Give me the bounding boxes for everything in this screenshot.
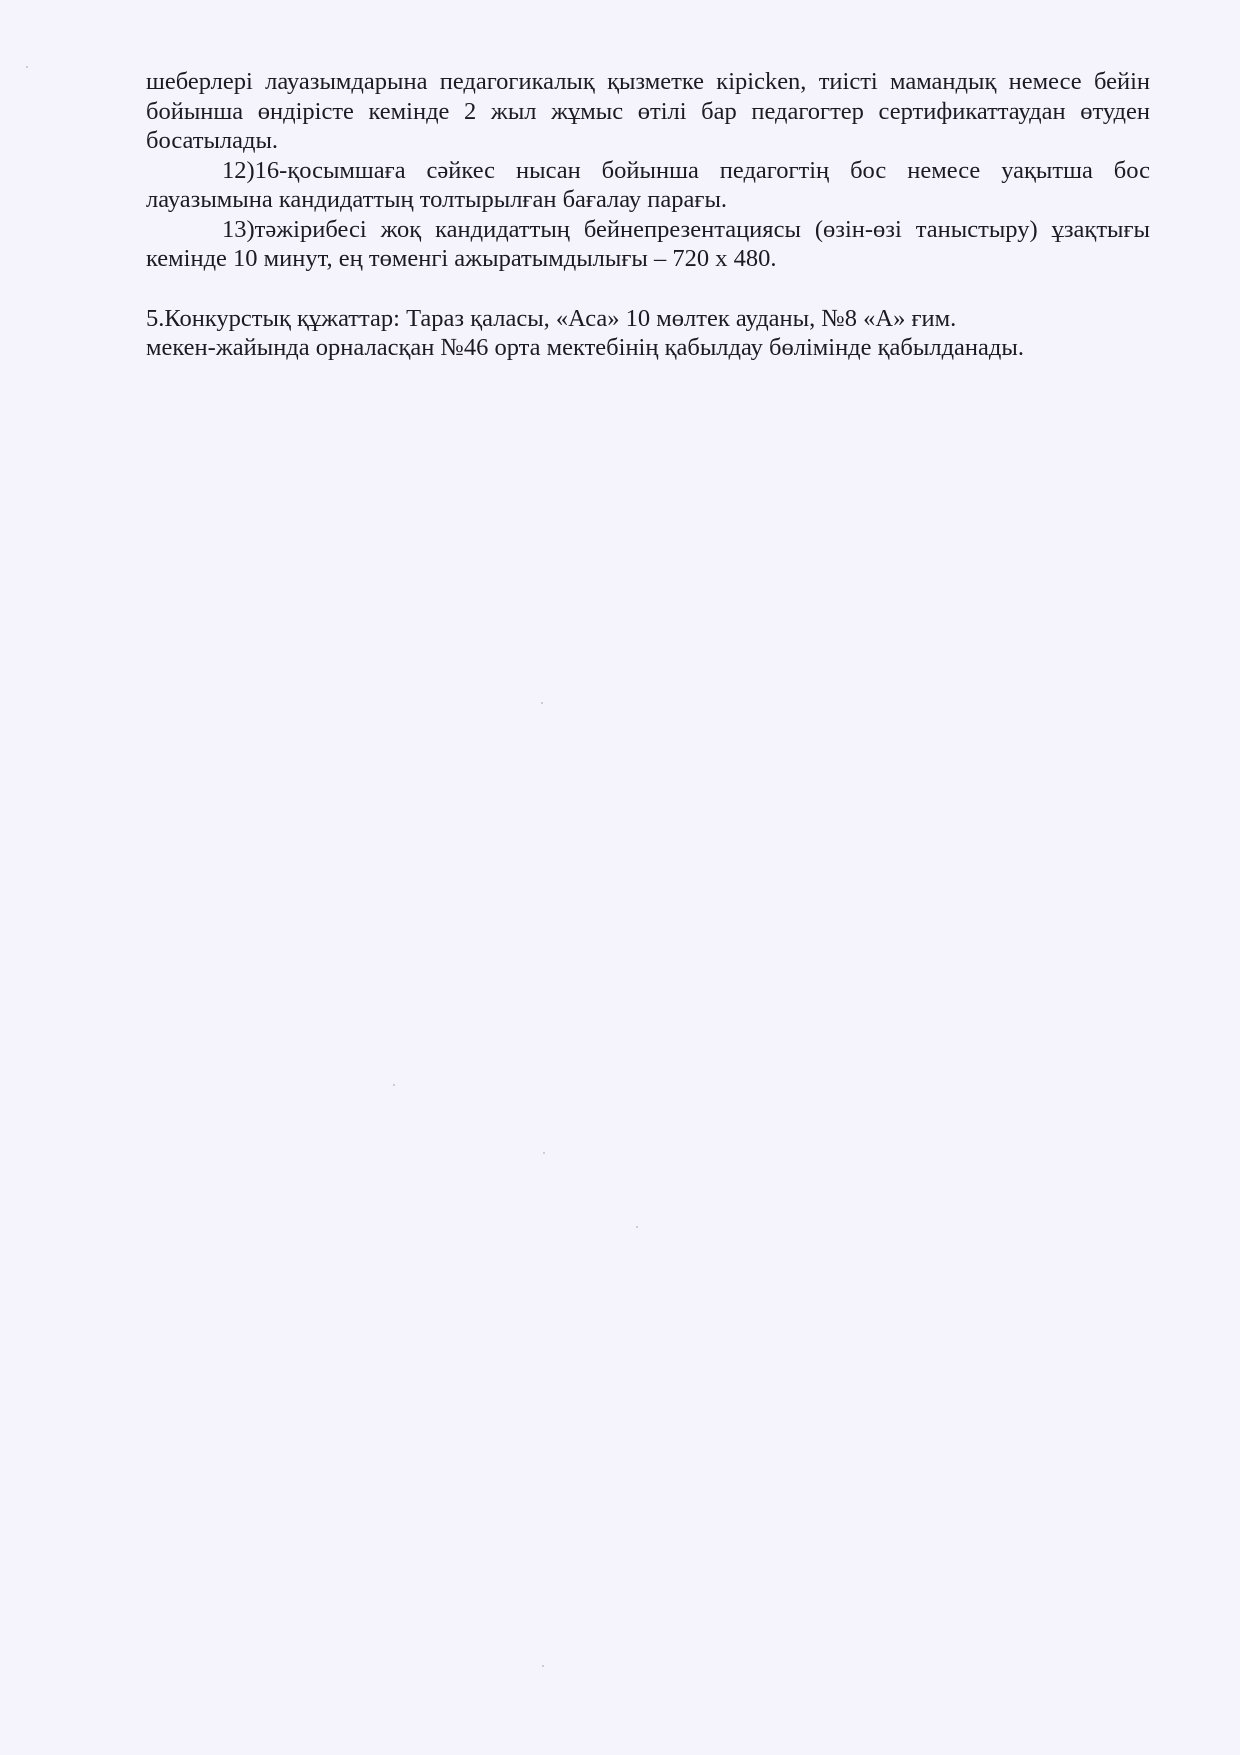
scan-speck xyxy=(541,702,543,704)
paragraph-gap xyxy=(146,274,1150,304)
scan-speck xyxy=(393,1084,395,1086)
paragraph-item-13: 13)тәжірибесі жоқ кандидаттың бейнепрезентациясы (өзін-өзі таныстыру) ұзақтығы кемінде 10 минут, ең төменгі ажыратымдылығы – 720 x 480. xyxy=(146,215,1150,272)
paragraph-documents-heading-line: 5.Конкурстық құжаттар: Тараз қаласы, «Аса» 10 мөлтек ауданы, №8 «А» ғим. xyxy=(146,304,957,332)
scan-speck xyxy=(543,1152,545,1154)
document-body xyxy=(146,67,1150,363)
scan-speck xyxy=(636,1226,638,1228)
paragraph-exemption: шеберлері лауазымдарына педагогикалық қызметке кірісken, тиісті мамандық немесе бейін бойынша өндірісте кемінде 2 жыл жұмыс өтілі бар педагогтер сертификаттаудан өтуден босатылады. xyxy=(146,68,1150,154)
scan-speck xyxy=(26,66,28,68)
paragraph-item-12: 12)16-қосымшаға сәйкес нысан бойынша педагогтің бос немесе уақытша бос лауазымына кандидаттың толтырылған бағалау парағы. xyxy=(146,156,1150,213)
paragraph-documents-address: мекен-жайында орналасқан №46 орта мектебінің қабылдау бөлімінде қабылданады. xyxy=(146,334,1024,361)
scan-speck xyxy=(542,1665,544,1667)
